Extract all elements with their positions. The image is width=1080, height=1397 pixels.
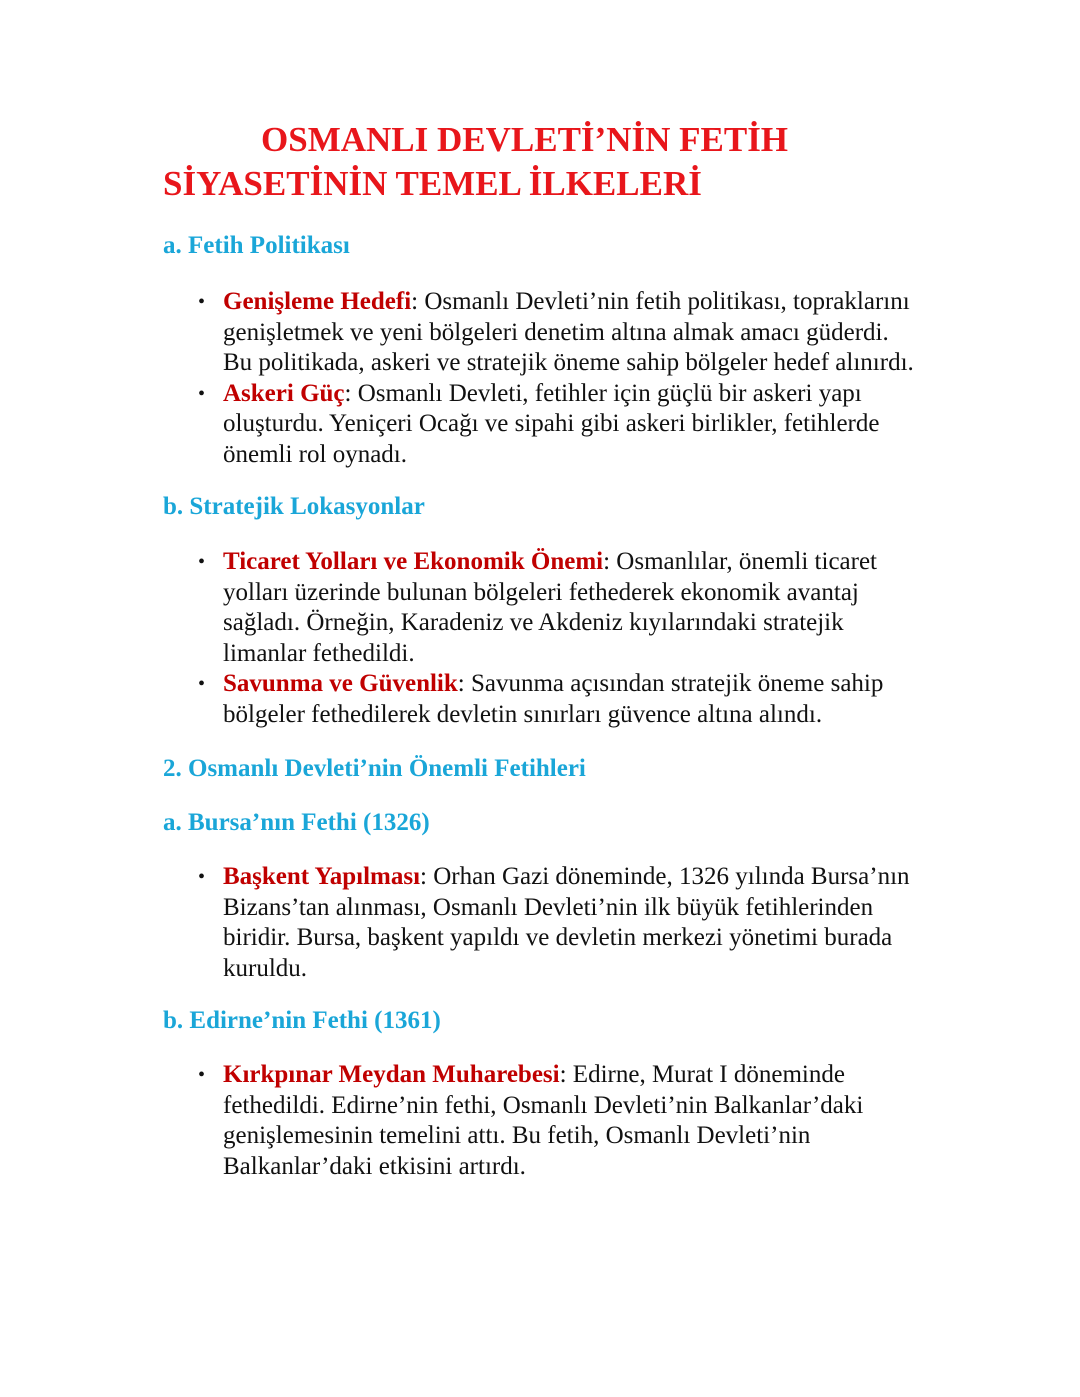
list-item: [163, 547, 923, 669]
bullet-term: Kırkpınar Meydan Muharebesi: [223, 1061, 560, 1088]
bullet-term: Savunma ve Güvenlik: [223, 670, 458, 697]
document-page: [163, 118, 923, 1182]
bullet-list-edirne: [163, 1060, 923, 1182]
bullet-list-fetih-politikasi: [163, 287, 923, 470]
section-heading-bursa: a. Bursa’nın Fethi (1326): [163, 809, 430, 836]
bullet-term: Ticaret Yolları ve Ekonomik Önemi: [223, 548, 604, 575]
list-item: [163, 669, 923, 730]
bullet-icon: •: [198, 866, 206, 888]
list-item: [163, 287, 923, 379]
bullet-text: : Osmanlı Devleti, fetihler için güçlü bir askeri yapı oluşturdu. Yeniçeri Ocağı ve sipahi gibi askeri birlikler, fetihlerde önemli rol oynadı.: [223, 379, 880, 468]
list-item: [163, 379, 923, 471]
bullet-icon: •: [198, 382, 206, 405]
bullet-text: : Osmanlı Devleti’nin fetih politikası, topraklarını genişletmek ve yeni bölgeleri denetim altına almak amacı güderdi. Bu politikada, askeri ve stratejik öneme sahip bölgeler hedef alınırdı.: [223, 288, 914, 376]
bullet-list-bursa: [163, 862, 923, 984]
bullet-list-stratejik-lokasyonlar: [163, 547, 923, 730]
bullet-term: Askeri Güç: [223, 379, 345, 407]
section-heading-stratejik-lokasyonlar: b. Stratejik Lokasyonlar: [163, 493, 425, 520]
bullet-text: : Orhan Gazi döneminde, 1326 yılında Bursa’nın Bizans’tan alınması, Osmanlı Devleti’nin ilk büyük fetihlerinden biridir. Bursa, başkent yapıldı ve devletin merkezi yönetimi burada kuruldu.: [223, 863, 910, 982]
bullet-text: : Savunma açısından stratejik öneme sahip bölgeler fethedilerek devletin sınırları güvence altına alındı.: [223, 670, 884, 728]
section-heading-edirne: b. Edirne’nin Fethi (1361): [163, 1007, 441, 1034]
section-heading-fetih-politikasi: a. Fetih Politikası: [163, 232, 350, 259]
bullet-icon: •: [198, 1064, 206, 1086]
list-item: [163, 1060, 923, 1182]
list-item: [163, 862, 923, 984]
bullet-icon: •: [198, 551, 206, 573]
page-title: OSMANLI DEVLETİ’NİN FETİH SİYASETİNİN TEMEL İLKELERİ: [163, 120, 789, 203]
bullet-icon: •: [198, 291, 206, 313]
bullet-term: Genişleme Hedefi: [223, 288, 412, 315]
bullet-text: : Edirne, Murat I döneminde fethedildi. Edirne’nin fethi, Osmanlı Devleti’nin Balkanlar’daki genişlemesinin temelini attı. Bu fetih, Osmanlı Devleti’nin Balkanlar’daki etkisini artırdı.: [223, 1061, 864, 1180]
bullet-icon: •: [198, 673, 206, 695]
bullet-term: Başkent Yapılması: [223, 863, 421, 890]
bullet-text: : Osmanlılar, önemli ticaret yolları üzerinde bulunan bölgeleri fethederek ekonomik avantaj sağladı. Örneğin, Karadeniz ve Akdeniz kıyılarındaki stratejik limanlar fethedildi.: [223, 548, 878, 667]
section-heading-onemli-fetihler: 2. Osmanlı Devleti’nin Önemli Fetihleri: [163, 755, 586, 782]
